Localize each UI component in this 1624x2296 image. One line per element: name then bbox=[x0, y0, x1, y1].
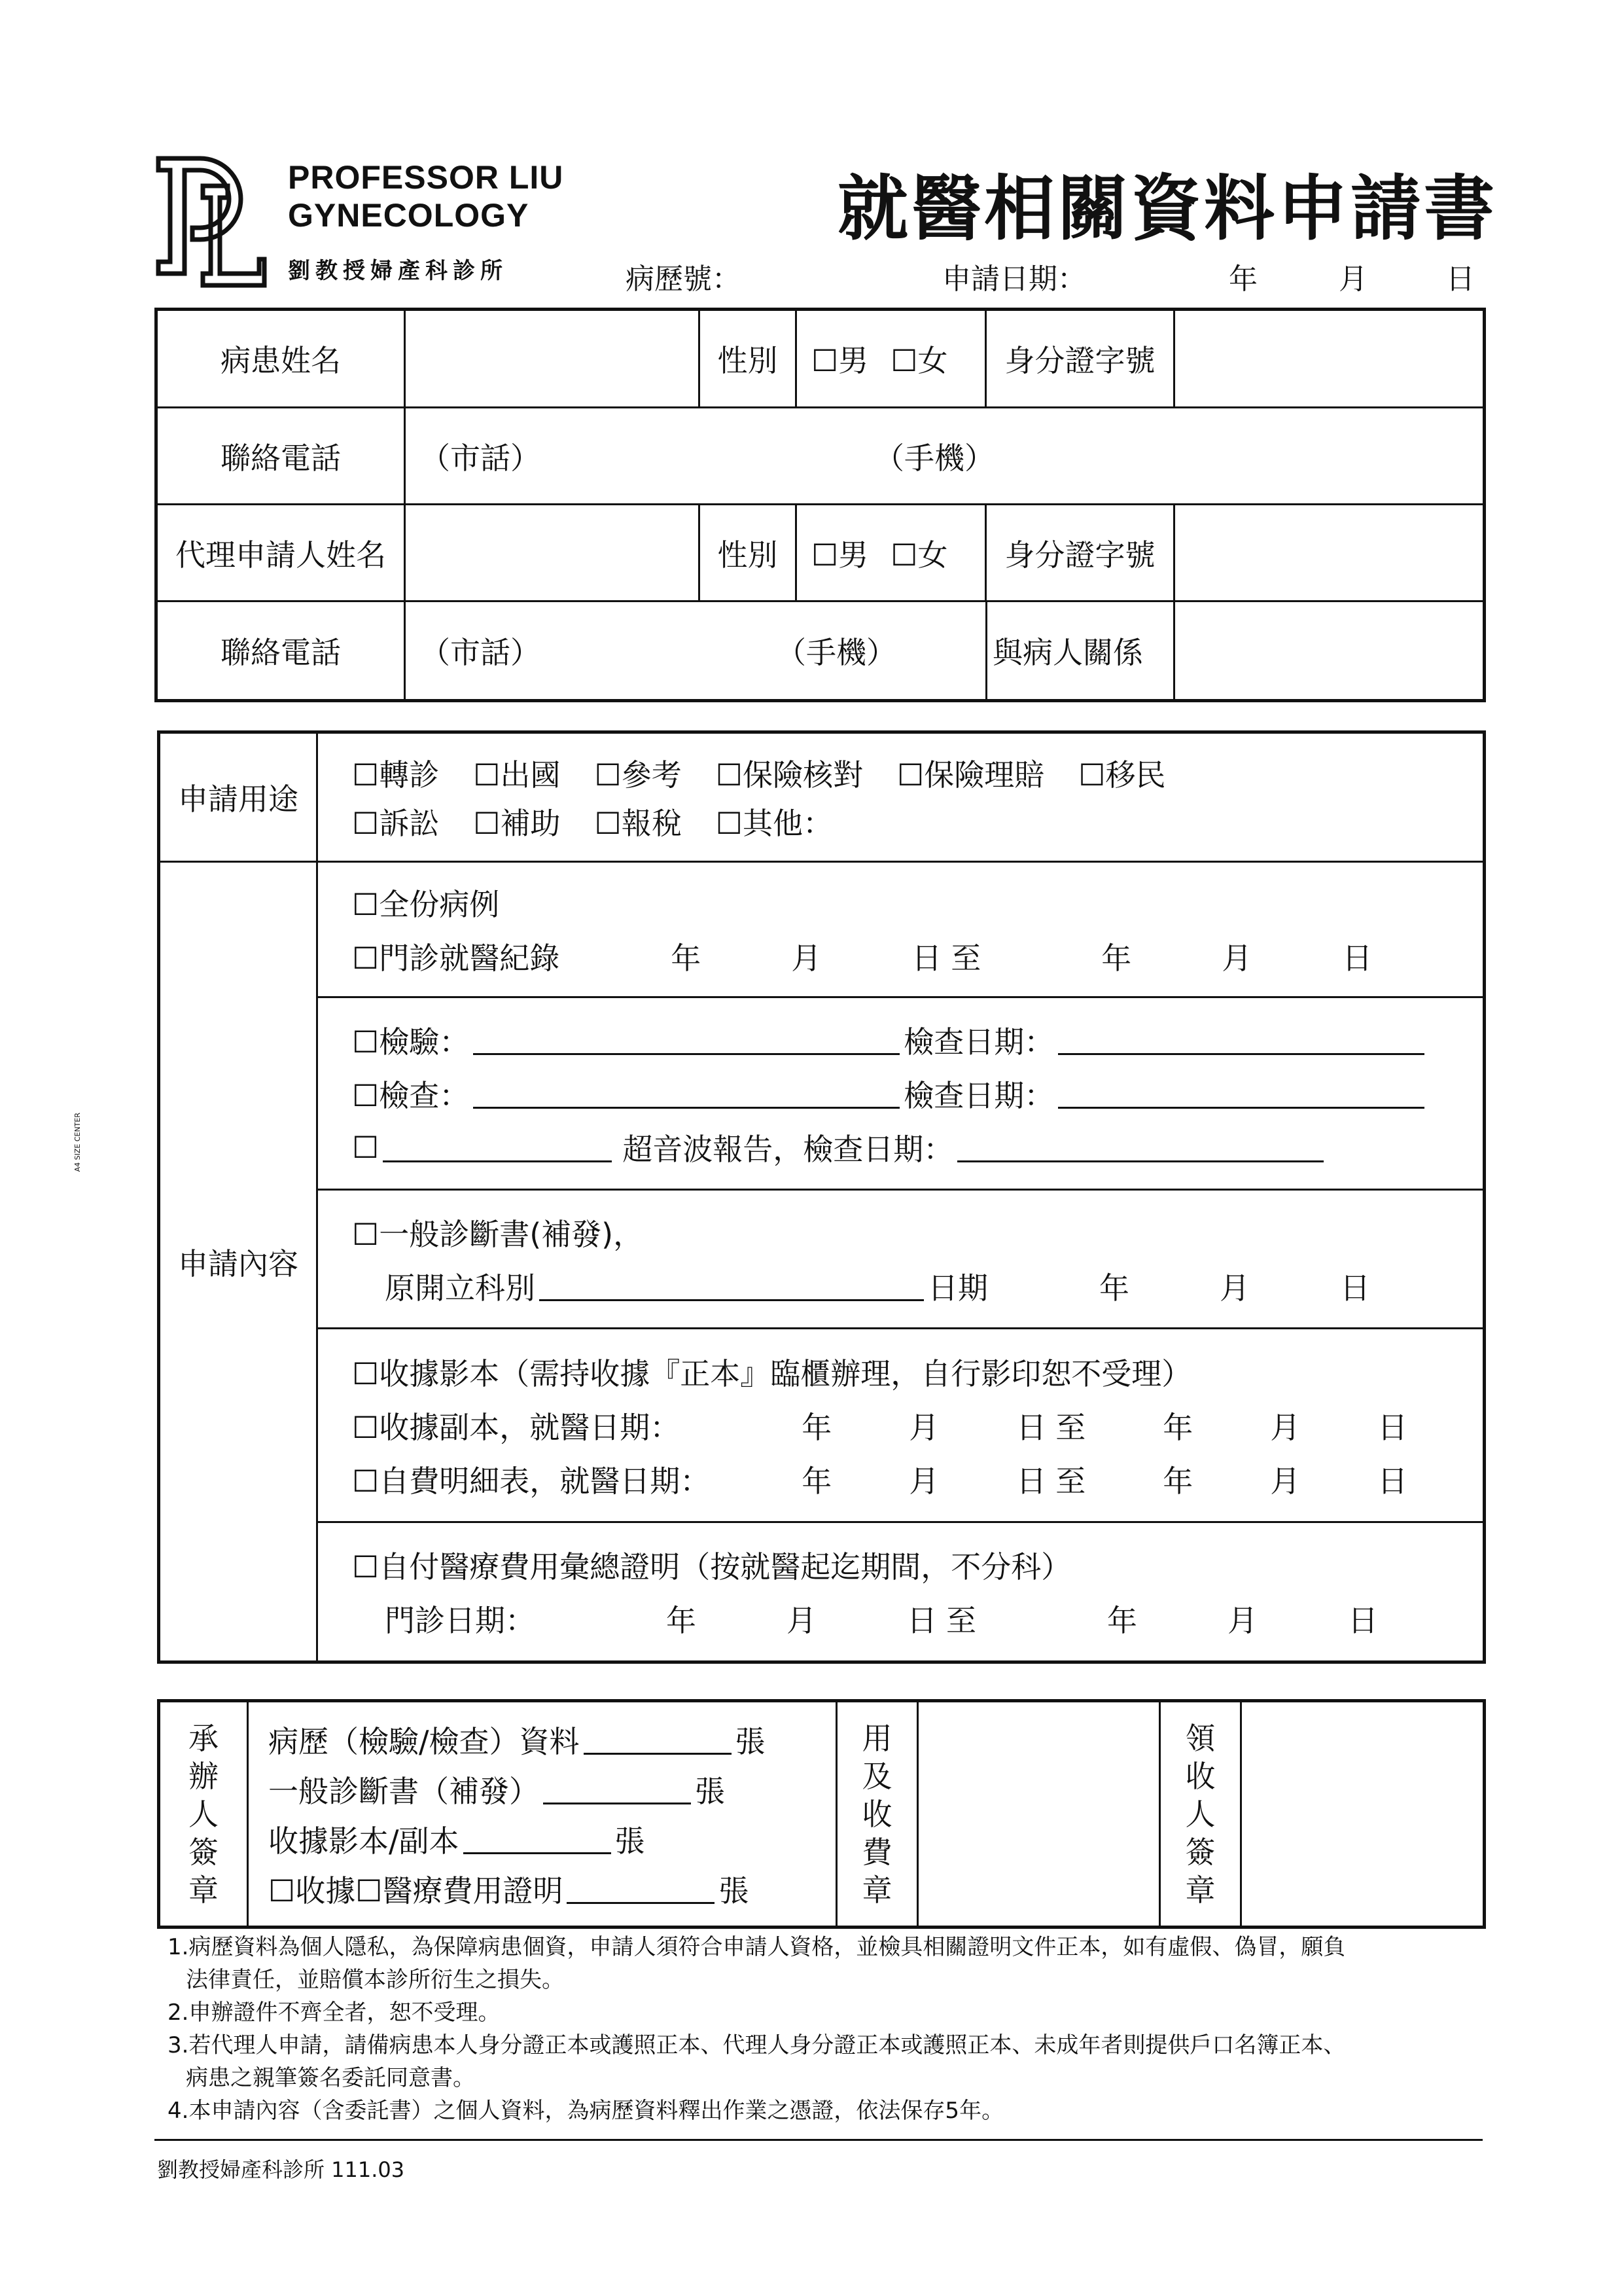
patient-name-field[interactable] bbox=[405, 310, 699, 408]
exam-date-field[interactable] bbox=[1058, 1078, 1424, 1109]
summary-from-day: 日 bbox=[907, 1603, 937, 1638]
content-block-5 bbox=[159, 1522, 1485, 1662]
lab-checkbox[interactable]: ☐檢驗： bbox=[352, 1024, 470, 1060]
summary-from-year: 年 bbox=[666, 1603, 696, 1638]
records-sheet-unit: 張 bbox=[735, 1723, 766, 1759]
ultrasound-date-field[interactable] bbox=[957, 1132, 1324, 1162]
records-count-label: 病歷（檢驗/檢查）資料 bbox=[268, 1723, 580, 1759]
patient-male-checkbox[interactable]: ☐男 bbox=[811, 343, 869, 378]
summary-to-day: 日 bbox=[1348, 1603, 1378, 1638]
agent-sex-label: 性別 bbox=[699, 505, 796, 601]
patient-phone-label: 聯絡電話 bbox=[156, 408, 405, 505]
purpose-abroad-checkbox[interactable]: ☐出國 bbox=[473, 757, 561, 793]
selfpay-from-year: 年 bbox=[802, 1463, 832, 1499]
exam-checkbox[interactable]: ☐檢查： bbox=[352, 1077, 470, 1113]
content-block-3 bbox=[159, 1190, 1485, 1329]
summary-to-month: 月 bbox=[1227, 1603, 1258, 1638]
agent-relation-label: 與病人關係 bbox=[985, 602, 1173, 699]
logo-english-name bbox=[288, 158, 563, 234]
summary-from-month: 月 bbox=[786, 1603, 817, 1638]
summary-checkbox[interactable]: ☐自付醫療費用彙總證明（按就醫起迄期間，不分科） bbox=[352, 1549, 1072, 1585]
signoff-table bbox=[157, 1699, 1486, 1929]
ultrasound-item-field[interactable] bbox=[383, 1132, 612, 1162]
agent-mobile-label: （手機） bbox=[776, 635, 896, 670]
purpose-insurance-claim-checkbox[interactable]: ☐保險理賠 bbox=[897, 757, 1045, 793]
purpose-immigration-checkbox[interactable]: ☐移民 bbox=[1078, 757, 1166, 793]
receipt-to-label: 至 bbox=[1055, 1409, 1086, 1445]
diagnosis-count-field[interactable] bbox=[543, 1774, 691, 1804]
patient-id-field[interactable] bbox=[1174, 310, 1485, 408]
receipt-from-month: 月 bbox=[909, 1409, 940, 1445]
a4-center-mark: A4 SIZE CENTER bbox=[73, 1113, 82, 1172]
diagnosis-year: 年 bbox=[1099, 1270, 1129, 1306]
orig-dept-field[interactable] bbox=[539, 1270, 924, 1301]
patient-female-checkbox[interactable]: ☐女 bbox=[891, 343, 948, 378]
purpose-reference-checkbox[interactable]: ☐參考 bbox=[594, 757, 682, 793]
signoff-items bbox=[248, 1701, 837, 1928]
summary-to-label: 至 bbox=[946, 1603, 976, 1638]
patient-name-label: 病患姓名 bbox=[156, 310, 405, 408]
apply-date-label: 申請日期： bbox=[942, 262, 1086, 296]
signoff-row bbox=[159, 1701, 1485, 1928]
records-count-field[interactable] bbox=[584, 1724, 732, 1755]
receiver-signature-field[interactable] bbox=[1241, 1701, 1485, 1928]
purpose-referral-checkbox[interactable]: ☐轉診 bbox=[352, 757, 440, 793]
summary-to-year: 年 bbox=[1107, 1603, 1137, 1638]
receipt-to-day: 日 bbox=[1377, 1409, 1408, 1445]
receipt-to-month: 月 bbox=[1270, 1409, 1301, 1445]
purpose-subsidy-checkbox[interactable]: ☐補助 bbox=[473, 806, 561, 841]
diagnosis-checkbox[interactable]: ☐一般診斷書(補發)， bbox=[352, 1216, 644, 1252]
receipt-dup-checkbox[interactable]: ☐收據副本，就醫日期： bbox=[352, 1409, 680, 1445]
agent-female-checkbox[interactable]: ☐女 bbox=[891, 537, 948, 573]
patient-name-row bbox=[156, 310, 1485, 408]
receipt-sheet-unit: 張 bbox=[614, 1823, 645, 1859]
summary-options bbox=[317, 1522, 1485, 1662]
notes bbox=[168, 1931, 1483, 2127]
content-block-4 bbox=[159, 1329, 1485, 1522]
applicant-table bbox=[154, 308, 1486, 702]
outpatient-from-year: 年 bbox=[671, 941, 701, 976]
orig-dept-label: 原開立科別 bbox=[385, 1270, 535, 1306]
agent-sex-cell bbox=[796, 505, 986, 601]
chart-number-label: 病歷號： bbox=[626, 262, 741, 296]
outpatient-to-day: 日 bbox=[1342, 941, 1373, 976]
receipt-from-year: 年 bbox=[802, 1409, 832, 1445]
logo-line-1: PROFESSOR LIU bbox=[288, 159, 564, 196]
purpose-row bbox=[159, 732, 1485, 862]
footer-divider bbox=[154, 2139, 1483, 2141]
patient-landline-label: （市話） bbox=[420, 440, 540, 476]
clinic-date-label: 門診日期： bbox=[385, 1603, 535, 1638]
agent-name-row bbox=[156, 505, 1485, 601]
receipt-count-label: 收據影本/副本 bbox=[268, 1823, 459, 1859]
purpose-insurance-check-checkbox[interactable]: ☐保險核對 bbox=[715, 757, 863, 793]
agent-id-field[interactable] bbox=[1174, 505, 1485, 601]
proof-sheet-unit: 張 bbox=[718, 1873, 749, 1909]
agent-name-field[interactable] bbox=[405, 505, 699, 601]
lab-item-field[interactable] bbox=[473, 1024, 900, 1055]
selfpay-to-day: 日 bbox=[1377, 1463, 1408, 1499]
content-block-2 bbox=[159, 997, 1485, 1190]
note-1: 1.病歷資料為個人隱私，為保障病患個資，申請人須符合申請人資格，並檢具相關證明文件正本，如有虛假、偽冒，願負 bbox=[168, 1934, 1346, 1960]
apply-date-year: 年 bbox=[1229, 262, 1258, 296]
purpose-litigation-checkbox[interactable]: ☐訴訟 bbox=[352, 806, 440, 841]
exam-date-label: 檢查日期： bbox=[904, 1077, 1055, 1113]
logo-line-2: GYNECOLOGY bbox=[288, 197, 529, 234]
diagnosis-options bbox=[317, 1190, 1485, 1329]
note-4: 4.本申請內容（含委託書）之個人資料，為病歷資料釋出作業之憑證，依法保存5年。 bbox=[168, 2098, 1004, 2124]
diagnosis-count-label: 一般診斷書（補發） bbox=[268, 1773, 539, 1809]
outpatient-to-year: 年 bbox=[1101, 941, 1132, 976]
exam-item-field[interactable] bbox=[473, 1078, 900, 1109]
note-3: 3.若代理人申請，請備病患本人身分證正本或護照正本、代理人身分證正本或護照正本、未成年者則提供戶口名簿正本、 bbox=[168, 2032, 1346, 2058]
self-pay-checkbox[interactable]: ☐自費明細表，就醫日期： bbox=[352, 1463, 711, 1499]
patient-phone-row bbox=[156, 408, 1485, 505]
selfpay-to-month: 月 bbox=[1270, 1463, 1301, 1499]
receipt-to-year: 年 bbox=[1163, 1409, 1193, 1445]
receiver-signature-label: 領 收 人 簽 章 bbox=[1160, 1701, 1241, 1928]
agent-name-label: 代理申請人姓名 bbox=[156, 505, 405, 601]
receipt-options bbox=[317, 1329, 1485, 1522]
diagnosis-day: 日 bbox=[1340, 1270, 1370, 1306]
receipt-copy-checkbox[interactable]: ☐收據影本（需持收據『正本』臨櫃辦理，自行影印恕不受理） bbox=[352, 1355, 1192, 1391]
purpose-other-checkbox[interactable]: ☐其他： bbox=[715, 806, 833, 841]
content-block-1 bbox=[159, 862, 1485, 997]
patient-phone-field[interactable] bbox=[405, 408, 1485, 505]
lab-date-field[interactable] bbox=[1058, 1024, 1424, 1055]
diagnosis-month: 月 bbox=[1220, 1270, 1250, 1306]
outpatient-record-checkbox[interactable]: ☐門診就醫紀錄 bbox=[352, 941, 560, 976]
receipt-from-day: 日 bbox=[1016, 1409, 1047, 1445]
diagnosis-date-label: 日期 bbox=[928, 1270, 988, 1306]
lab-date-label: 檢查日期： bbox=[904, 1024, 1055, 1060]
fee-stamp-label: 用 及 收 費 章 bbox=[837, 1701, 918, 1928]
purpose-options bbox=[317, 732, 1485, 862]
purpose-label: 申請用途 bbox=[159, 732, 317, 862]
selfpay-from-day: 日 bbox=[1016, 1463, 1047, 1499]
note-1-cont: 法律責任，並賠償本診所衍生之損失。 bbox=[186, 1967, 564, 1993]
outpatient-from-day: 日 bbox=[911, 941, 942, 976]
selfpay-to-year: 年 bbox=[1163, 1463, 1193, 1499]
proof-count-label: ☐收據☐醫療費用證明 bbox=[268, 1873, 563, 1909]
full-record-checkbox[interactable]: ☐全份病例 bbox=[352, 887, 500, 922]
clinic-logo-icon bbox=[154, 154, 267, 289]
patient-sex-cell bbox=[796, 310, 986, 408]
purpose-tax-checkbox[interactable]: ☐報稅 bbox=[594, 806, 682, 841]
logo-chinese-name: 劉教授婦產科診所 bbox=[288, 258, 508, 284]
note-2: 2.申辦證件不齊全者，恕不受理。 bbox=[168, 2000, 501, 2026]
selfpay-to-label: 至 bbox=[1055, 1463, 1086, 1499]
selfpay-from-month: 月 bbox=[909, 1463, 940, 1499]
patient-id-label: 身分證字號 bbox=[986, 310, 1174, 408]
content-label: 申請內容 bbox=[159, 862, 317, 1662]
agent-phone-label: 聯絡電話 bbox=[156, 601, 405, 701]
exam-options bbox=[317, 997, 1485, 1190]
note-3-cont: 病患之親筆簽名委託同意書。 bbox=[186, 2065, 475, 2091]
fee-stamp-field[interactable] bbox=[918, 1701, 1160, 1928]
outpatient-to-month: 月 bbox=[1222, 941, 1252, 976]
outpatient-from-month: 月 bbox=[791, 941, 822, 976]
records-options bbox=[317, 862, 1485, 997]
patient-mobile-label: （手機） bbox=[874, 440, 995, 476]
agent-phone-row bbox=[156, 601, 1485, 701]
outpatient-to-label: 至 bbox=[951, 941, 981, 976]
diagnosis-sheet-unit: 張 bbox=[695, 1773, 725, 1809]
proof-count-field[interactable] bbox=[567, 1873, 715, 1904]
agent-relation-field[interactable] bbox=[1174, 601, 1485, 701]
receipt-count-field[interactable] bbox=[463, 1823, 611, 1854]
application-table bbox=[157, 730, 1486, 1664]
ultrasound-label: 超音波報告，檢查日期： bbox=[622, 1131, 954, 1167]
agent-phone-field[interactable] bbox=[405, 601, 1174, 701]
patient-sex-label: 性別 bbox=[699, 310, 796, 408]
handler-stamp-label: 承 辦 人 簽 章 bbox=[159, 1701, 248, 1928]
agent-male-checkbox[interactable]: ☐男 bbox=[811, 537, 869, 573]
agent-id-label: 身分證字號 bbox=[986, 505, 1174, 601]
ultrasound-checkbox[interactable]: ☐ bbox=[352, 1129, 380, 1165]
agent-landline-label: （市話） bbox=[420, 635, 540, 670]
footer-version: 劉教授婦產科診所 111.03 bbox=[157, 2157, 405, 2182]
apply-date-month: 月 bbox=[1339, 262, 1368, 296]
page-title: 就醫相關資料申請書 bbox=[838, 168, 1498, 250]
apply-date-day: 日 bbox=[1446, 262, 1475, 296]
